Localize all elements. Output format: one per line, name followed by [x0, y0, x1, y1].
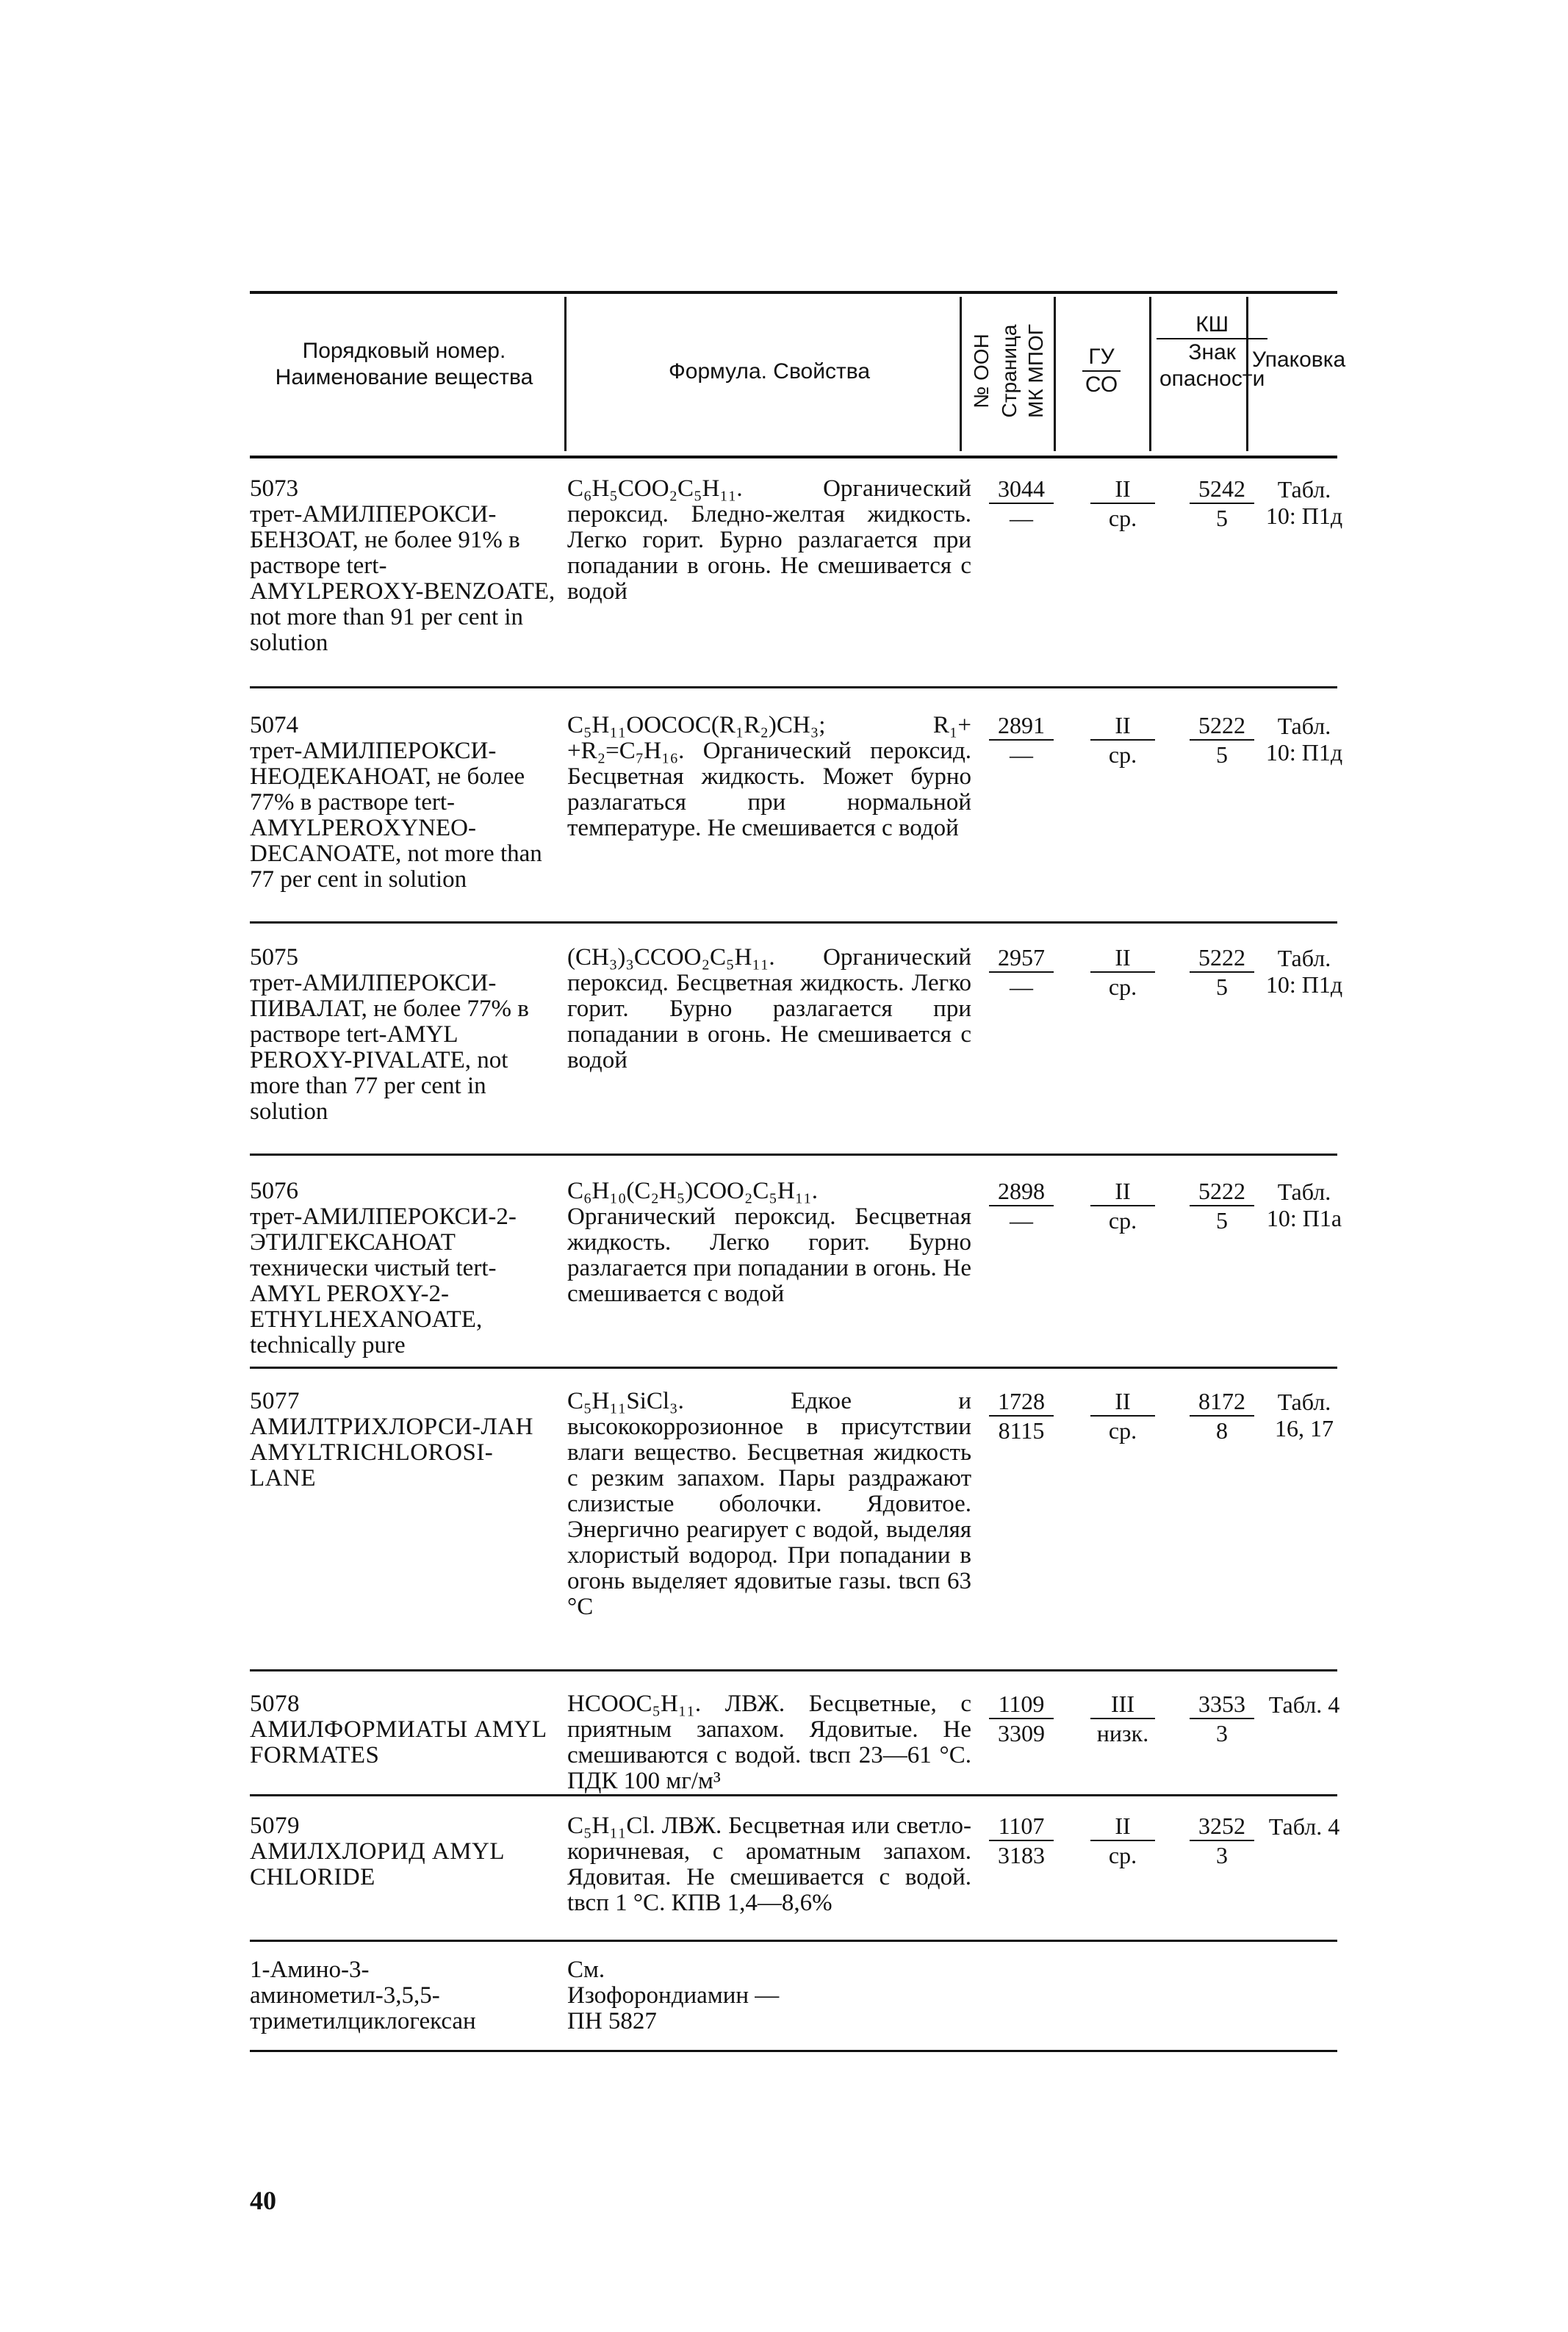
header-un: № ООН: [970, 334, 993, 409]
row-rule: [250, 686, 1337, 688]
entry-un-page: 1109 3309: [977, 1691, 1065, 1747]
header-separator: [1246, 297, 1248, 451]
page-number: 40: [250, 2186, 276, 2215]
entry-description: См. Изофорондиамин — ПН 5827: [567, 1957, 780, 2034]
entry-un-page: 2891 —: [977, 713, 1065, 769]
entry-ksh-sign: 8172 8: [1182, 1389, 1262, 1444]
entry-un-page: 2957 —: [977, 945, 1065, 1001]
entry-ksh-sign: 5242 5: [1182, 476, 1262, 532]
entry-name: 5078 АМИЛФОРМИАТЫ AMYL FORMATES: [250, 1691, 547, 1768]
entry-description: C₅H₁₁OOCOC(R₁R₂)CH₃; R₁+ +R₂=C₇H₁₆. Органический пероксид. Бесцветная жидкость. Может бурно разлагаться при нормальной температуре. Не смешивается с водой: [567, 712, 971, 841]
entry-gu-so: II ср.: [1071, 1813, 1174, 1869]
entry-name: 1-Амино-3-аминометил-3,5,5-триметилциклогексан: [250, 1957, 476, 2034]
entry-description: C₆H₁₀(C₂H₅)COO₂C₅H₁₁. Органический пероксид. Бесцветная жидкость. Легко горит. Бурно разлагается при попадании в огонь. Не смешивается с водой: [567, 1178, 971, 1307]
entry-gu-so: II ср.: [1071, 1389, 1174, 1444]
header-ksh-sign: $\frac{КШ}{\text{Знак опасности}}$: [1157, 312, 1242, 392]
header-separator: [564, 297, 567, 451]
header-separator: [1054, 297, 1056, 451]
row-rule: [250, 1154, 1337, 1156]
entry-packaging: Табл. 10: П1а: [1266, 1178, 1342, 1231]
row-rule: [250, 921, 1337, 924]
entry-description: C₆H₅COO₂C₅H₁₁. Органический пероксид. Бледно-желтая жидкость. Легко горит. Бурно разлагается при попадании в огонь. Не смешивается с водой: [567, 475, 971, 605]
entry-gu-so: II ср.: [1071, 476, 1174, 532]
entry-ksh-sign: 3353 3: [1182, 1691, 1262, 1747]
entry-gu-so: III низк.: [1071, 1691, 1174, 1747]
entry-name: 5079 АМИЛХЛОРИД AMYL CHLORIDE: [250, 1813, 504, 1890]
table-header: [250, 291, 1346, 453]
entry-packaging: Табл. 4: [1268, 1813, 1340, 1840]
entry-ksh-sign: 5222 5: [1182, 1178, 1262, 1234]
entry-gu-so: II ср.: [1071, 1178, 1174, 1234]
entry-packaging: Табл. 10: П1д: [1265, 476, 1343, 529]
row-rule: [250, 1940, 1337, 1942]
header-page: Страница: [998, 324, 1021, 418]
entry-packaging: Табл. 4: [1268, 1691, 1340, 1718]
row-rule: [250, 2050, 1337, 2052]
header-pack: Упаковка: [1252, 348, 1346, 372]
entry-un-page: 2898 —: [977, 1178, 1065, 1234]
entry-packaging: Табл. 10: П1д: [1265, 945, 1343, 998]
header-bottom-rule: [250, 456, 1337, 458]
entry-name: 5074 трет-АМИЛПЕРОКСИ-НЕОДЕКАНОАТ, не более 77% в растворе tert-AMYLPEROXYNEO-DECANOATE, not more than 77 per cent in solution: [250, 712, 542, 893]
entry-un-page: 3044 —: [977, 476, 1065, 532]
row-rule: [250, 1367, 1337, 1369]
entry-description: C₅H₁₁Cl. ЛВЖ. Бесцветная или светло-коричневая, с ароматным запахом. Ядовитая. Не смешивается с водой. tвсп 1 °C. КПВ 1,4—8,6%: [567, 1813, 971, 1916]
entry-name: 5075 трет-АМИЛПЕРОКСИ-ПИВАЛАТ, не более 77% в растворе tert-AMYL PEROXY-PIVALATE, not more than 77 per cent in solution: [250, 944, 529, 1125]
entry-ksh-sign: 5222 5: [1182, 713, 1262, 769]
header-separator: [1149, 297, 1151, 451]
entry-description: C₅H₁₁SiCl₃. Едкое и высококоррозионное в присутствии влаги вещество. Бесцветная жидкость с резким запахом. Пары раздражают слизистые оболочки. Ядовитое. Энергично реагирует с водой, выделяя хлористый водород. При попадании в огонь выделяет ядовитые газы. tвсп 63 °C: [567, 1388, 971, 1620]
header-imdg: МК МПОГ: [1024, 324, 1047, 418]
header-separator: [960, 297, 962, 451]
entry-name: 5077 АМИЛТРИХЛОРСИ-ЛАН AMYLTRICHLOROSI-LANE: [250, 1388, 533, 1491]
header-name: Порядковый номер. Наименование вещества: [275, 339, 533, 389]
entry-description: HCOOC₅H₁₁. ЛВЖ. Бесцветные, с приятным запахом. Ядовитые. Не смешиваются с водой. tвсп 23—61 °C. ПДК 100 мг/м³: [567, 1691, 971, 1794]
entry-un-page: 1728 8115: [977, 1389, 1065, 1444]
header-formula: Формула. Свойства: [668, 359, 871, 384]
entry-packaging: Табл. 16, 17: [1275, 1389, 1334, 1442]
entry-un-page: 1107 3183: [977, 1813, 1065, 1869]
entry-ksh-sign: 5222 5: [1182, 945, 1262, 1001]
entry-name: 5073 трет-АМИЛПЕРОКСИ-БЕНЗОАТ, не более 91% в растворе tert-AMYLPEROXY-BENZOATE, not more than 91 per cent in solution: [250, 475, 555, 656]
entry-description: (CH₃)₃CCOO₂C₅H₁₁. Органический пероксид. Бесцветная жидкость. Легко горит. Бурно разлагается при попадании в огонь. Не смешивается с водой: [567, 944, 971, 1073]
entry-gu-so: II ср.: [1071, 945, 1174, 1001]
entry-ksh-sign: 3252 3: [1182, 1813, 1262, 1869]
row-rule: [250, 1794, 1337, 1796]
entry-name: 5076 трет-АМИЛПЕРОКСИ-2-ЭТИЛГЕКСАНОАТ технически чистый tert-AMYL PEROXY-2-ETHYLHEXANOATE, technically pure: [250, 1178, 517, 1358]
row-rule: [250, 1669, 1337, 1671]
header-gu-so: $\frac{ГУ}{СО}$: [1061, 344, 1142, 398]
entry-gu-so: II ср.: [1071, 713, 1174, 769]
entry-packaging: Табл. 10: П1д: [1265, 713, 1343, 766]
